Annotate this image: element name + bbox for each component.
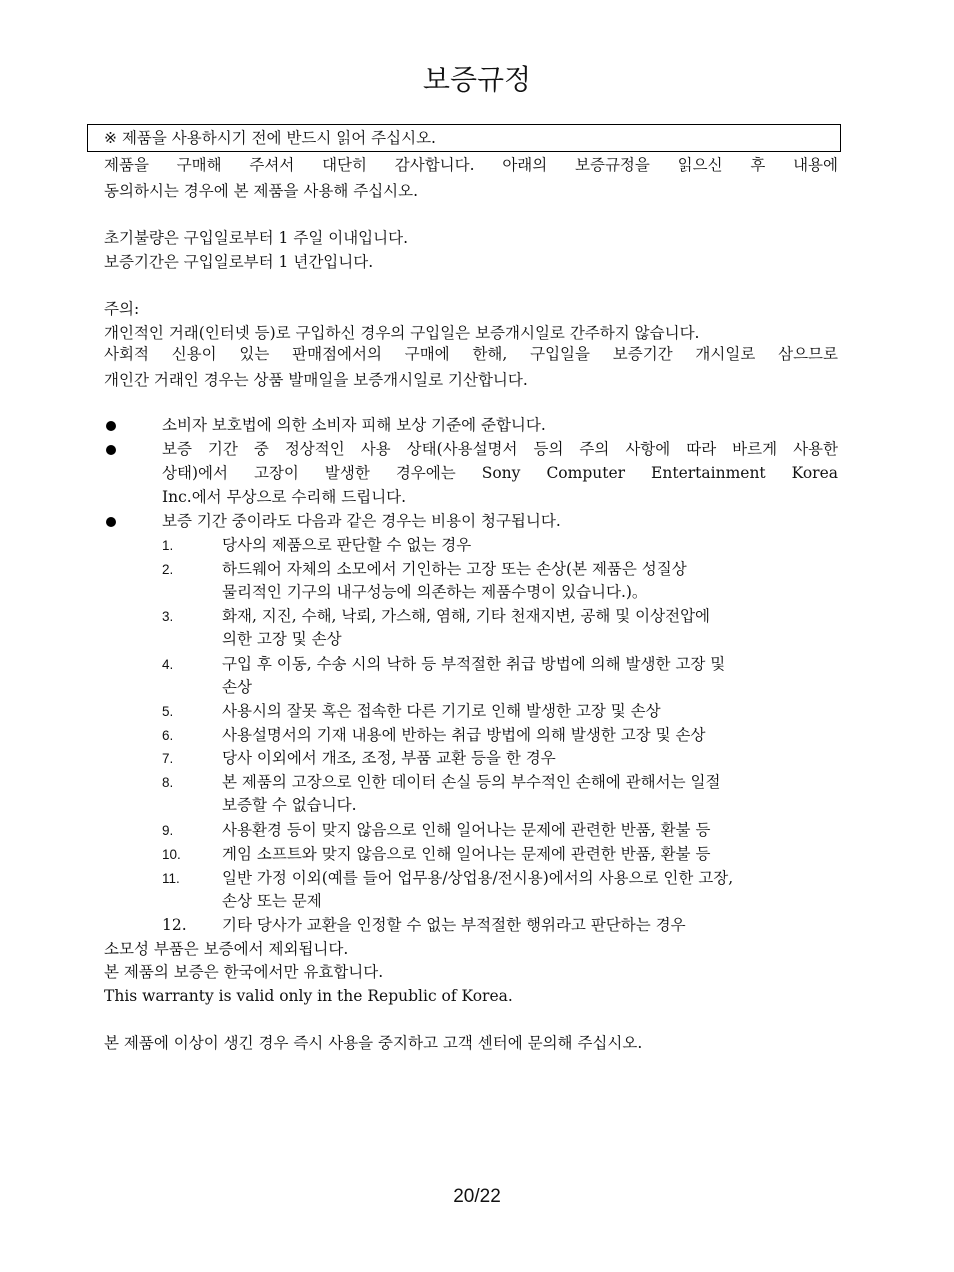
list-item-number: 1. xyxy=(162,538,174,553)
list-item-continuation: 보증할 수 없습니다. xyxy=(222,796,357,814)
caution-line-3: 개인간 거래인 경우는 상품 발매일을 보증개시일로 기산합니다. xyxy=(104,371,528,389)
list-item: 사용환경 등이 맞지 않음으로 인해 일어나는 문제에 관련한 반품, 환불 등 xyxy=(222,821,711,839)
list-item: 당사 이외에서 개조, 조정, 부품 교환 등을 한 경우 xyxy=(222,749,556,767)
list-item: 기타 당사가 교환을 인정할 수 없는 부적절한 행위라고 판단하는 경우 xyxy=(222,916,686,934)
list-item: 하드웨어 자체의 소모에서 기인하는 고장 또는 손상(본 제품은 성질상 xyxy=(222,560,687,578)
page-number: 20/22 xyxy=(453,1186,501,1207)
list-item-number: 5. xyxy=(162,704,174,719)
initial-defect-text: 초기불량은 구입일로부터 1 주일 이내입니다. xyxy=(104,229,409,247)
bullet-item-charged-cases: 보증 기간 중이라도 다음과 같은 경우는 비용이 청구됩니다. xyxy=(162,512,561,530)
list-item-number: 6. xyxy=(162,728,174,743)
bullet-item-free-repair-line-3: Inc.에서 무상으로 수리해 드립니다. xyxy=(162,488,407,506)
caution-heading: 주의: xyxy=(104,300,140,318)
list-item: 사용시의 잘못 혹은 접속한 다른 기기로 인해 발생한 고장 및 손상 xyxy=(222,702,661,720)
reference-mark-icon: ※ xyxy=(104,129,117,147)
list-item: 화재, 지진, 수해, 낙뢰, 가스해, 염해, 기타 천재지변, 공해 및 이상전압에 xyxy=(222,607,711,625)
list-item-continuation: 물리적인 기구의 내구성능에 의존하는 제품수명이 있습니다.)。 xyxy=(222,583,648,601)
list-item-continuation: 의한 고장 및 손상 xyxy=(222,630,342,648)
bullet-icon xyxy=(106,517,116,527)
list-item-number: 12. xyxy=(162,916,187,934)
warranty-period-text: 보증기간은 구입일로부터 1 년간입니다. xyxy=(104,253,374,271)
intro-line-2: 동의하시는 경우에 본 제품을 사용해 주십시오. xyxy=(104,182,419,200)
notice-box xyxy=(87,124,841,152)
list-item-number: 4. xyxy=(162,657,174,672)
list-item-number: 3. xyxy=(162,609,174,624)
list-item: 본 제품의 고장으로 인한 데이터 손실 등의 부수적인 손해에 관해서는 일절 xyxy=(222,773,721,791)
list-item: 당사의 제품으로 판단할 수 없는 경우 xyxy=(222,536,472,554)
list-item-continuation: 손상 또는 문제 xyxy=(222,892,322,910)
list-item-number: 2. xyxy=(162,562,174,577)
list-item-continuation: 손상 xyxy=(222,678,252,696)
list-item-number: 8. xyxy=(162,775,174,790)
bullet-item-free-repair-line-2: 상태)에서 고장이 발생한 경우에는 Sony Computer Entertainment Korea xyxy=(162,464,838,482)
korea-only-text: 본 제품의 보증은 한국에서만 유효합니다. xyxy=(104,963,384,981)
list-item-number: 7. xyxy=(162,751,174,766)
consumables-text: 소모성 부품은 보증에서 제외됩니다. xyxy=(104,940,349,958)
contact-text: 본 제품에 이상이 생긴 경우 즉시 사용을 중지하고 고객 센터에 문의해 주십시오. xyxy=(104,1034,643,1052)
bullet-item-free-repair-line-1: 보증 기간 중 정상적인 사용 상태(사용설명서 등의 주의 사항에 따라 바르게 사용한 xyxy=(162,440,838,458)
list-item: 구입 후 이동, 수송 시의 낙하 등 부적절한 취급 방법에 의해 발생한 고장 및 xyxy=(222,655,726,673)
caution-line-2: 사회적 신용이 있는 판매점에서의 구매에 한해, 구입일을 보증기간 개시일로 삼으므로 xyxy=(104,345,838,363)
list-item: 일반 가정 이외(예를 들어 업무용/상업용/전시용)에서의 사용으로 인한 고장, xyxy=(222,869,734,887)
intro-line-1: 제품을 구매해 주셔서 대단히 감사합니다. 아래의 보증규정을 읽으신 후 내용에 xyxy=(104,156,838,174)
list-item-number: 11. xyxy=(162,871,180,886)
list-item: 게임 소프트와 맞지 않음으로 인해 일어나는 문제에 관련한 반품, 환불 등 xyxy=(222,845,711,863)
notice-text: 제품을 사용하시기 전에 반드시 읽어 주십시오. xyxy=(121,129,436,147)
caution-line-1: 개인적인 거래(인터넷 등)로 구입하신 경우의 구입일은 보증개시일로 간주하지 않습니다. xyxy=(104,324,700,342)
list-item-number: 9. xyxy=(162,823,174,838)
english-warranty-text: This warranty is valid only in the Republic of Korea. xyxy=(104,987,513,1005)
list-item: 사용설명서의 기재 내용에 반하는 취급 방법에 의해 발생한 고장 및 손상 xyxy=(222,726,706,744)
bullet-icon xyxy=(106,445,116,455)
bullet-item-consumer-protection: 소비자 보호법에 의한 소비자 피해 보상 기준에 준합니다. xyxy=(162,416,546,434)
list-item-number: 10. xyxy=(162,847,181,862)
bullet-icon xyxy=(106,421,116,431)
page-title: 보증규정 xyxy=(422,63,532,96)
